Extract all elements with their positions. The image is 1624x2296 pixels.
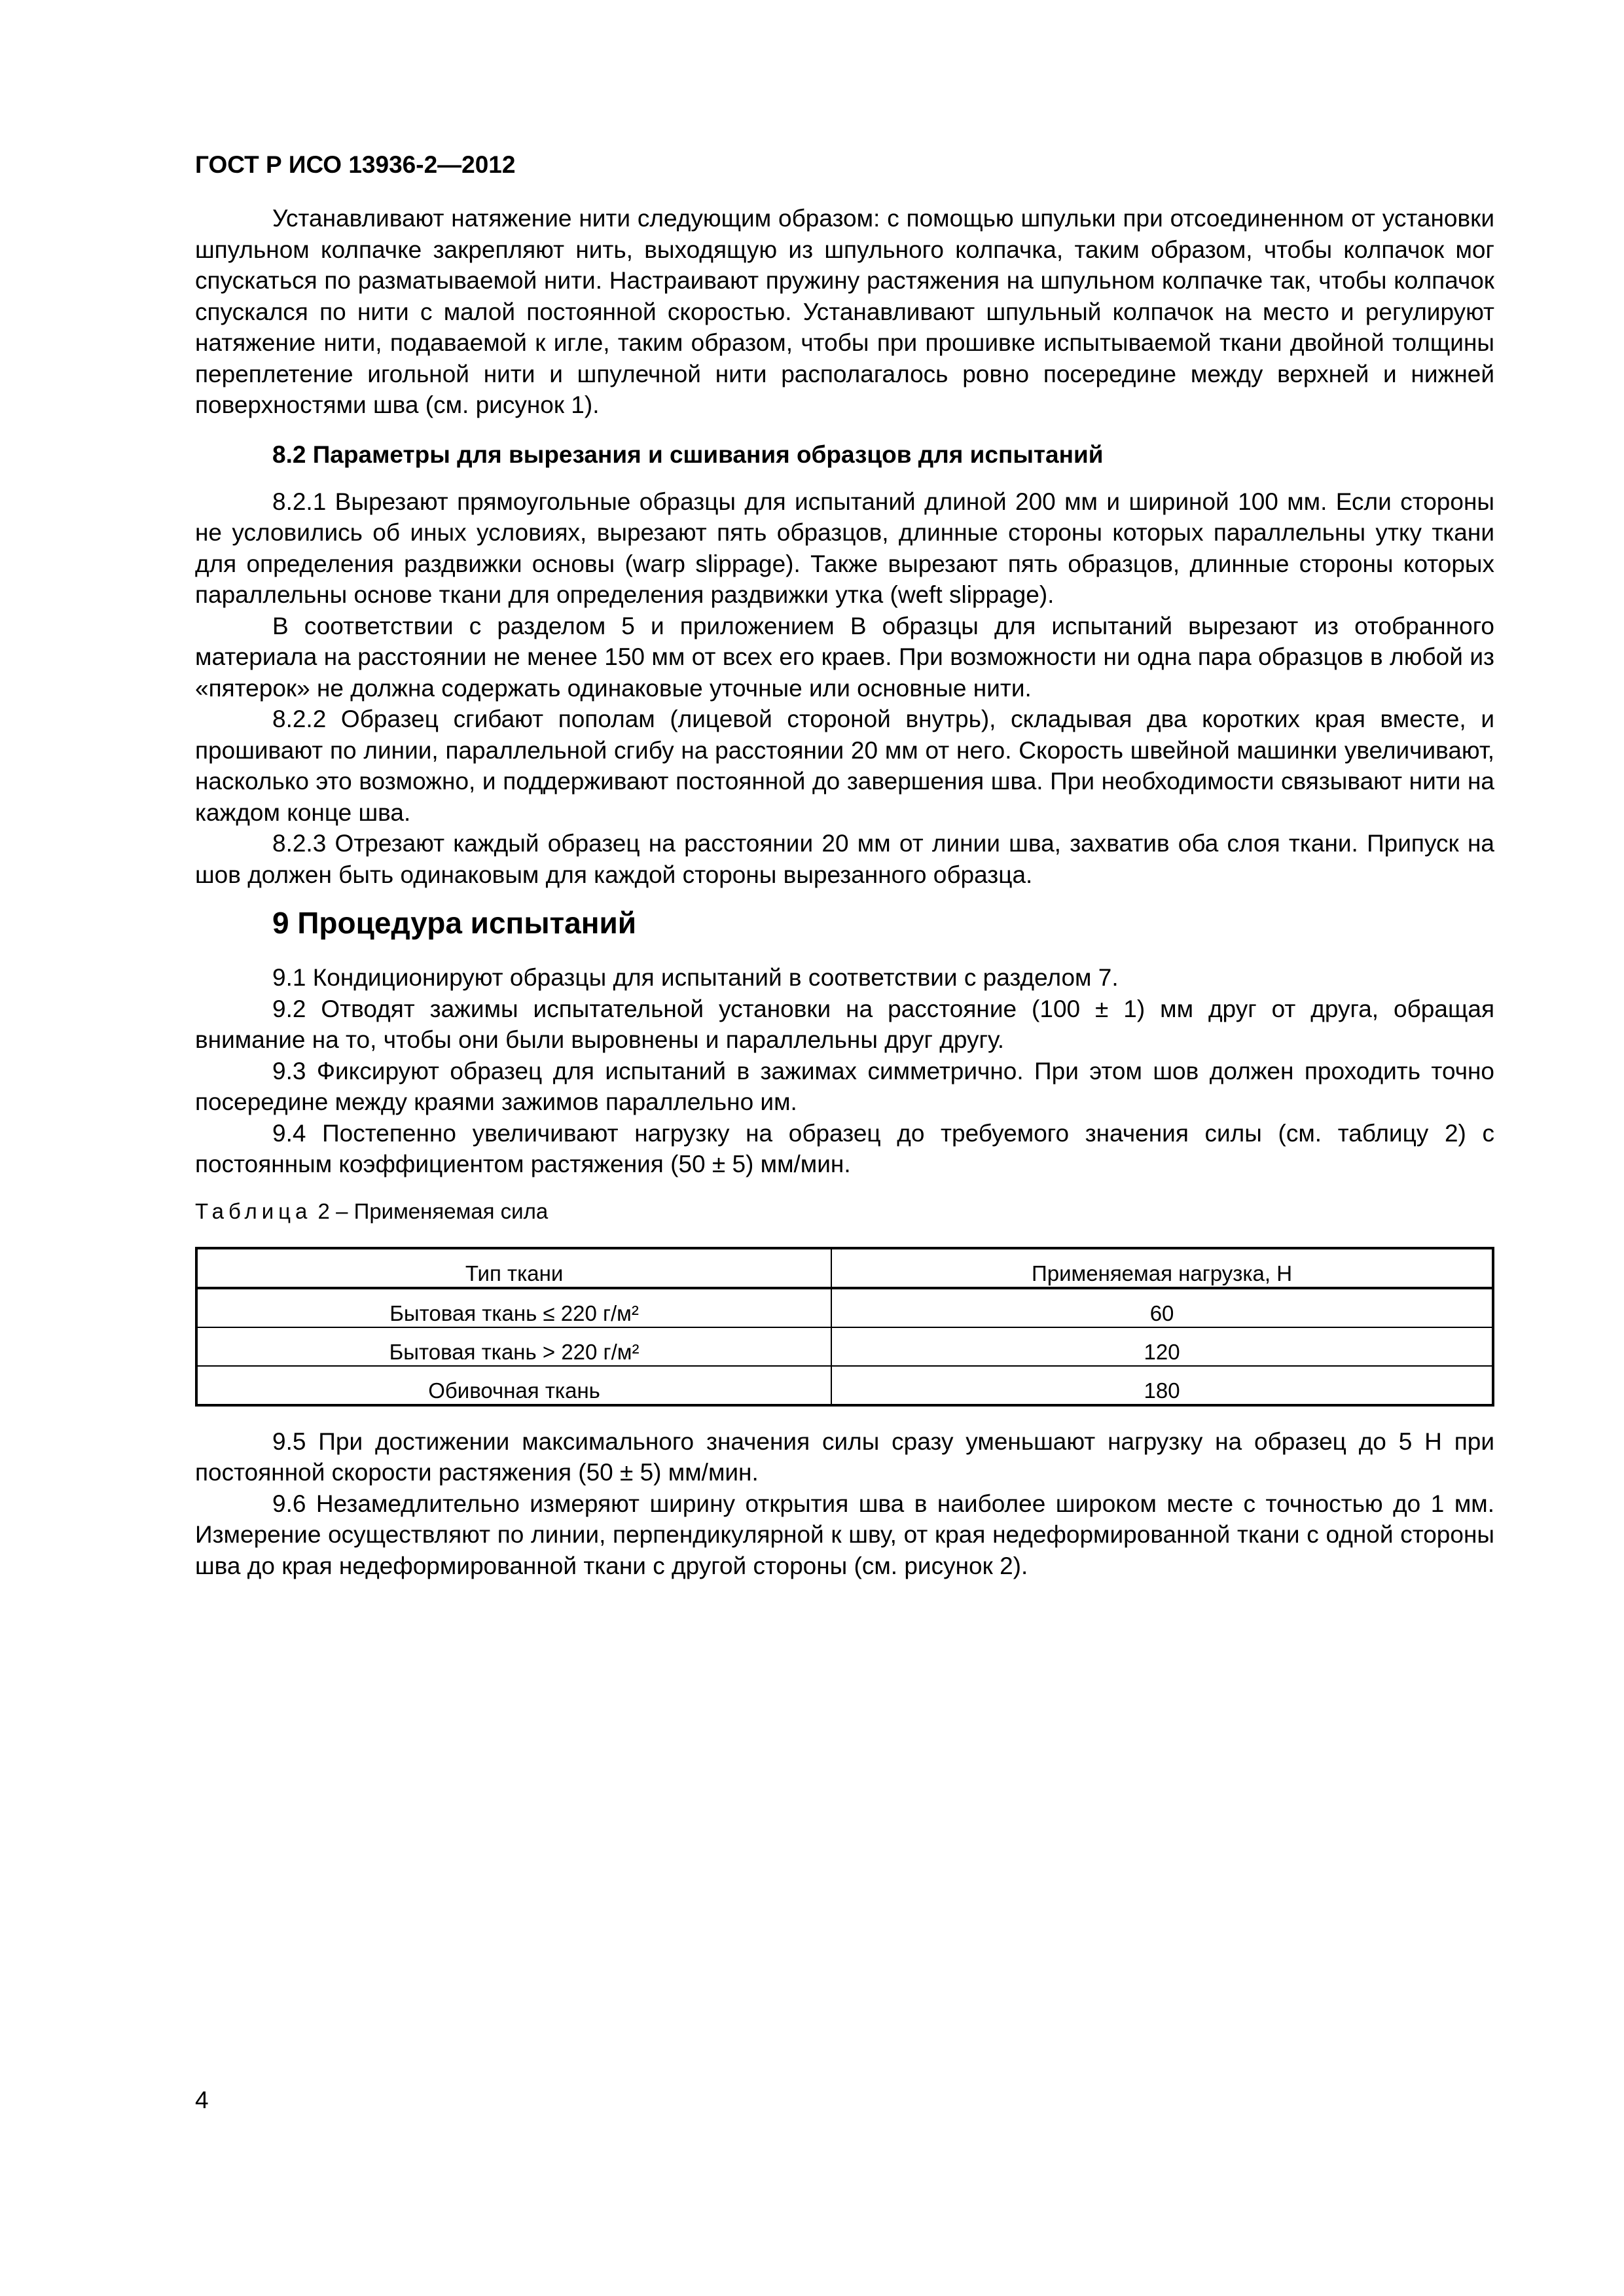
paragraph-9-2: 9.2 Отводят зажимы испытательной установки на расстояние (100 ± 1) мм друг от друга, обращая внимание на то, чтобы они были выровнены и параллельны друг другу. [195,995,1494,1053]
table-caption-text: 2 – Применяемая сила [312,1198,549,1223]
table-cell-fabric-type: Бытовая ткань > 220 г/м² [196,1327,831,1366]
table-cell-fabric-type: Бытовая ткань ≤ 220 г/м² [196,1288,831,1327]
paragraph-9-5: 9.5 При достижении максимального значения силы сразу уменьшают нагрузку на образец до 5 Н при постоянной скорости растяжения (50 ± 5) мм/мин. [195,1427,1494,1486]
applied-force-table [195,1247,1494,1407]
table-row [196,1288,1493,1327]
table-cell-load: 120 [831,1327,1493,1366]
paragraph-8-2-3: 8.2.3 Отрезают каждый образец на расстоянии 20 мм от линии шва, захватив оба слоя ткани. Припуск на шов должен быть одинаковым для каждой стороны вырезанного образца. [195,830,1494,888]
paragraph-9-3: 9.3 Фиксируют образец для испытаний в зажимах симметрично. При этом шов должен проходить точно посередине между краями зажимов параллельно им. [195,1057,1494,1115]
paragraph-9-1: 9.1 Кондиционируют образцы для испытаний в соответствии с разделом 7. [272,964,1119,991]
column-header-fabric-type: Тип ткани [196,1248,831,1288]
paragraph-9-4: 9.4 Постепенно увеличивают нагрузку на образец до требуемого значения силы (см. таблицу 2) с постоянным коэффициентом растяжения (50 ± 5) мм/мин. [195,1119,1494,1177]
document-header: ГОСТ Р ИСО 13936-2—2012 [195,151,516,178]
document-page [195,151,1494,1581]
table-caption [195,1198,1494,1225]
column-header-applied-load: Применяемая нагрузка, Н [831,1248,1493,1288]
section-heading-9: 9 Процедура испытаний [272,906,637,940]
paragraph-8-2-2: 8.2.2 Образец сгибают пополам (лицевой стороной внутрь), складывая два коротких края вместе, и прошивают по линии, параллельной сгибу на расстоянии 20 мм от него. Скорость швейной машинки увеличивают, насколько это возможно, и поддерживают постоянной до завершения шва. При необходимости связывают нити на каждом конце шва. [195,706,1494,826]
paragraph: В соответствии с разделом 5 и приложением В образцы для испытаний вырезают из отобранного материала на расстоянии не менее 150 мм от всех его краев. При возможности ни одна пара образцов в любой из «пятерок» не должна содержать одинаковые уточные или основные нити. [195,612,1494,702]
table-row [196,1327,1493,1366]
table-caption-label: Таблица [195,1198,312,1223]
table-cell-load: 60 [831,1288,1493,1327]
table-cell-fabric-type: Обивочная ткань [196,1366,831,1405]
table-row [196,1366,1493,1405]
paragraph-8-2-1: 8.2.1 Вырезают прямоугольные образцы для испытаний длиной 200 мм и шириной 100 мм. Если стороны не условились об иных условиях, вырезают пять образцов, длинные стороны которых параллельны утку ткани для определения раздвижки основы (warp slippage). Также вырезают пять образцов, длинные стороны которых параллельны основе ткани для определения раздвижки утка (weft slippage). [195,488,1494,608]
subsection-heading-8-2: 8.2 Параметры для вырезания и сшивания образцов для испытаний [272,440,1104,468]
table-cell-load: 180 [831,1366,1493,1405]
table-header-row [196,1248,1493,1288]
page-number: 4 [195,2087,209,2113]
paragraph: Устанавливают натяжение нити следующим образом: с помощью шпульки при отсоединенном от установки шпульном колпачке закрепляют нить, выходящую из шпульного колпачка, таким образом, чтобы колпачок мог спускаться по разматываемой нити. Настраивают пружину растяжения на шпульном колпачке так, чтобы колпачок спускался по нити с малой постоянной скоростью. Устанавливают шпульный колпачок на место и регулируют натяжение нити, подаваемой к игле, таким образом, чтобы при прошивке испытываемой ткани двойной толщины переплетение игольной нити и шпулечной нити располагалось ровно посередине между верхней и нижней поверхностями шва (см. рисунок 1). [195,205,1494,418]
paragraph-9-6: 9.6 Незамедлительно измеряют ширину открытия шва в наиболее широком месте с точностью до 1 мм. Измерение осуществляют по линии, перпендикулярной к шву, от края недеформированной ткани с одной стороны шва до края недеформированной ткани с другой стороны (см. рисунок 2). [195,1490,1494,1579]
